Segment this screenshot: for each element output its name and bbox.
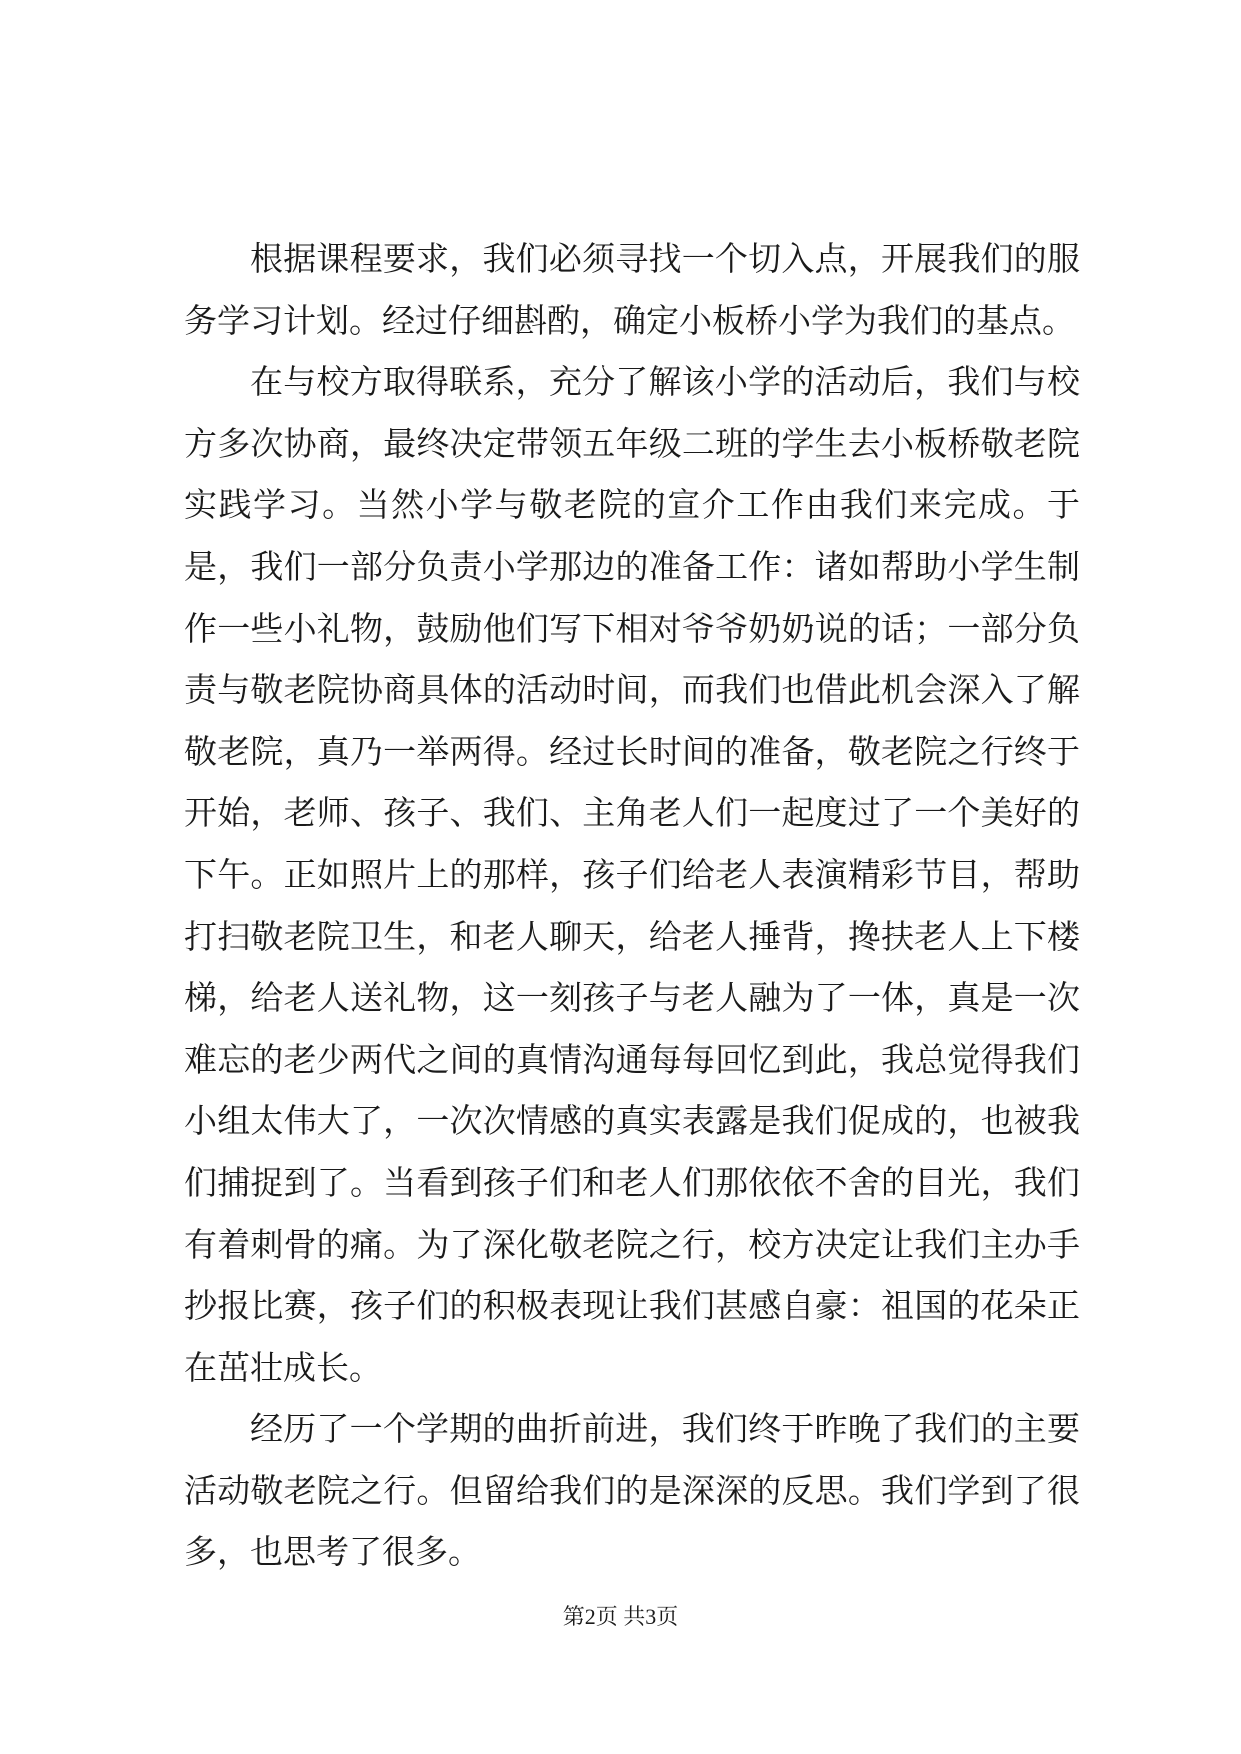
paragraph-1: 根据课程要求，我们必须寻找一个切入点，开展我们的服务学习计划。经过仔细斟酌，确定小板桥小学为我们的基点。 — [184, 239, 1080, 340]
paragraph-2: 在与校方取得联系，充分了解该小学的活动后，我们与校方多次协商，最终决定带领五年级二班的学生去小板桥敬老院实践学习。当然小学与敬老院的宣介工作由我们来完成。于是，我们一部分负责小学那边的准备工作：诸如帮助小学生制作一些小礼物，鼓励他们写下相对爷爷奶奶说的话；一部分负责与敬老院协商具体的活动时间，而我们也借此机会深入了解敬老院，真乃一举两得。经过长时间的准备，敬老院之行终于开始，老师、孩子、我们、主角老人们一起度过了一个美好的下午。正如照片上的那样，孩子们给老人表演精彩节目，帮助打扫敬老院卫生，和老人聊天，给老人捶背，搀扶老人上下楼梯，给老人送礼物，这一刻孩子与老人融为了一体，真是一次难忘的老少两代之间的真情沟通每每回忆到此，我总觉得我们小组太伟大了，一次次情感的真实表露是我们促成的，也被我们捕捉到了。当看到孩子们和老人们那依依不舍的目光，我们有着刺骨的痛。为了深化敬老院之行，校方决定让我们主办手抄报比赛，孩子们的积极表现让我们甚感自豪：祖国的花朵正在茁壮成长。 — [184, 362, 1080, 1387]
page-footer: 第2页 共3页 — [562, 1604, 679, 1629]
paragraph-3: 经历了一个学期的曲折前进，我们终于昨晚了我们的主要活动敬老院之行。但留给我们的是深深的反思。我们学到了很多，也思考了很多。 — [184, 1409, 1080, 1572]
document-body — [184, 228, 1080, 1583]
